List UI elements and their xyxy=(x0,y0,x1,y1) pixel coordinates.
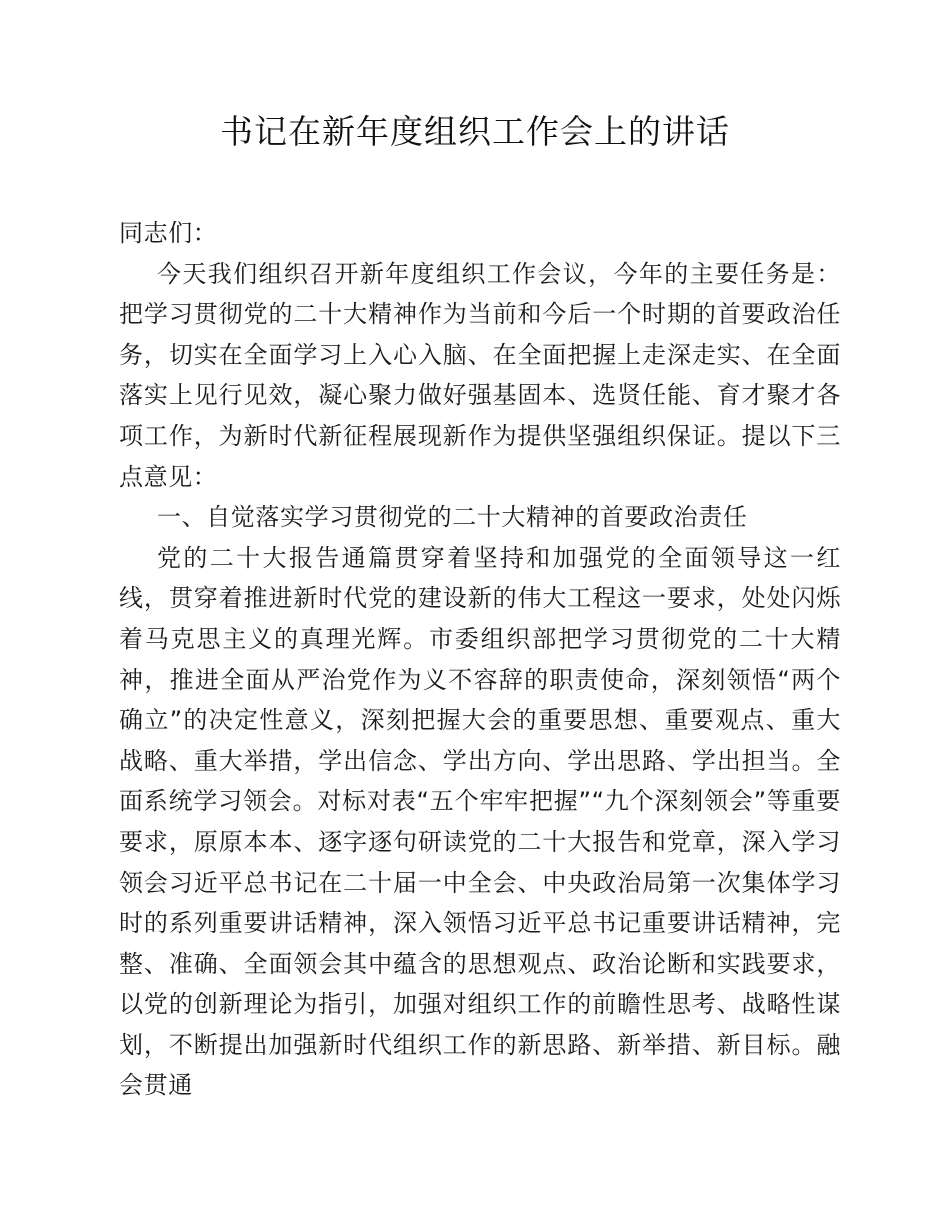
document-title: 书记在新年度组织工作会上的讲话 xyxy=(220,112,730,151)
paragraph-section-1: 党的二十大报告通篇贯穿着坚持和加强党的全面领导这一红线，贯穿着推进新时代党的建设新的伟大工程这一要求，处处闪烁着马克思主义的真理光辉。市委组织部把学习贯彻党的二十大精神，推进全面从严治党作为义不容辞的职责使命，深刻领悟“两个确立”的决定性意义，深刻把握大会的重要思想、重要观点、重大战略、重大举措，学出信念、学出方向、学出思路、学出担当。全面系统学习领会。对标对表“五个牢牢把握”“九个深刻领会”等重要要求，原原本本、逐字逐句研读党的二十大报告和党章，深入学习领会习近平总书记在二十届一中全会、中央政治局第一次集体学习时的系列重要讲话精神，深入领悟习近平总书记重要讲话精神，完整、准确、全面领会其中蕴含的思想观点、政治论断和实践要求，以党的创新理论为指引，加强对组织工作的前瞻性思考、战略性谋划，不断提出加强新时代组织工作的新思路、新举措、新目标。融会贯通 xyxy=(119,543,841,1100)
salutation: 同志们： xyxy=(119,219,218,247)
paragraph-intro: 今天我们组织召开新年度组织工作会议，今年的主要任务是：把学习贯彻党的二十大精神作为当前和今后一个时期的首要政治任务，切实在全面学习上入心入脑、在全面把握上走深走实、在全面落实上见行见效，凝心聚力做好强基固本、选贤任能、育才聚才各项工作，为新时代新征程展现新作为提供坚强组织保证。提以下三点意见： xyxy=(119,259,841,491)
section-heading-1: 一、自觉落实学习贯彻党的二十大精神的首要政治责任 xyxy=(157,503,748,532)
document-body xyxy=(119,213,841,1106)
